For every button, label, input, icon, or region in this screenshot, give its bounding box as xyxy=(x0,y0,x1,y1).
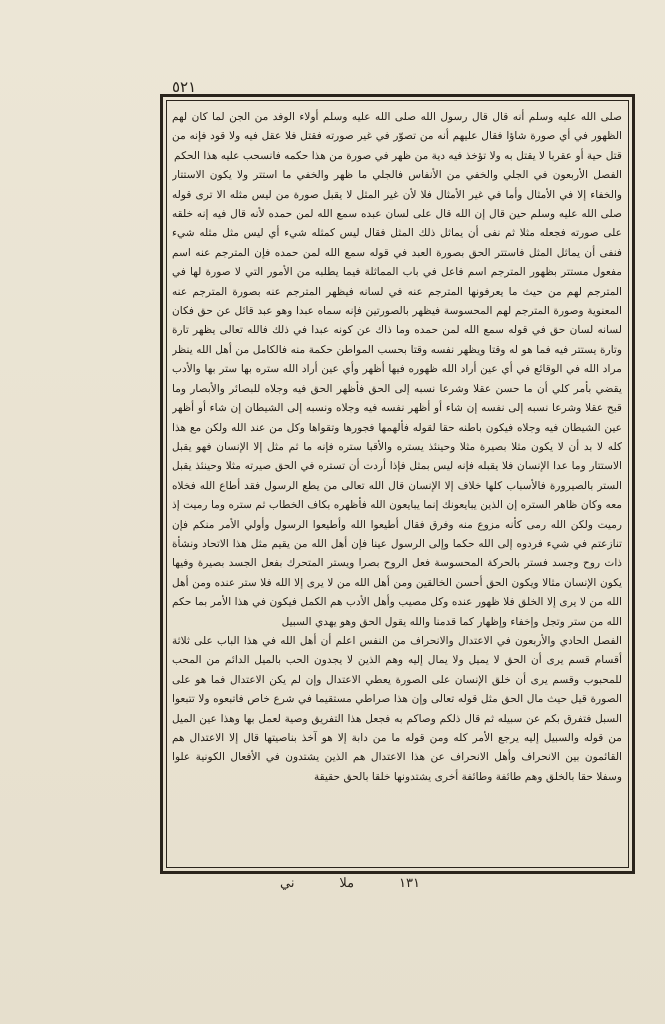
paragraph-hadith-continuation: صلى الله عليه وسلم أنه قال قال رسول الله صلى الله عليه وسلم أولاء الوفد من الجن لما كان لهم الظهور في أي صورة شاؤا فقال عليهم أنه من تصوّر في غير صورته فقتل فلا عقل فيه ولا قود فإنه من قتل حية أو عقربا لا يقتل به ولا تؤخذ فيه دية من ظهر في صورة من هذا حكمه فانسحب عليه هذا الحكم xyxy=(172,111,622,162)
page-number: ٥٢١ xyxy=(172,78,197,96)
signature-number: ١٣١ xyxy=(399,876,420,891)
main-text-block xyxy=(172,108,622,863)
signature-mark-1: ملا xyxy=(339,876,355,891)
signature-mark-2: ني xyxy=(280,876,295,891)
paragraph-chapter-40: الفصل الأربعون في الجلي والخفي من الأنفاس فالجلي ما ظهر والخفي ما استتر ولا يكون الاستتار والخفاء إلا في الأمثال وأما في غير الأمثال فلا لأن غير المثل لا يقبل صورة من ليس مثله الا ترى قوله صلى الله عليه وسلم حين قال إن الله قال على لسان عبده سمع الله لمن حمده لأنه قال فيه إنه خلقه على صورته فجعله مثلا ثم نفى أن يماثل ذلك المثل فقال ليس كمثله شيء أي ليس مثل مثله شيء فنفى أن يماثل المثل فاستتر الحق بصورة العبد في قوله سمع الله لمن حمده فإن المترجم عنه اسم مفعول مستتر بظهور المترجم اسم فاعل في باب المماثلة فيما يطلبه من الأمور التي لا صورة لها في المترجم لهم من حيث ما يعرفونها المترجم عنه في لسانه فيظهر المترجم عنه بصورة المترجم عنه المعنوية وصورة المترجم لهم المحسوسة فيظهر بالصورتين فإنه سماه عبدا وهو عبد قائل عن حق فكان لسانه لسان حق في قوله سمع الله لمن حمده وما ذاك عن كونه عبدا في ذلك فالله تعالى يظهر تارة وتارة يستتر فيه فما هو له وقتا ويظهر نفسه وقتا بحسب المواطن حكمة منه فالكامل من أهل الله ينظر مراد الله في الوقائع في أي عين أراد الله ظهوره فيها أظهر وأي عين أراد الله ستره بها ستر بها والأدب يقضي بأمر كلي أن ما حسن عقلا وشرعا نسبه إلى الحق فأظهر الحق فيه وجلاه للبصائر والأبصار وما قبح عقلا وشرعا نسبه إلى نفسه إن شاء أو أظهر نفسه فيه وجلاه ونسبه إلى الشيطان إن شاء أو أظهر عين الشيطان فيه وجلاه فيكون باطنه حقا لقوله فألهمها فجورها وتقواها وكل من عند الله ولكن مع هذا كله لا بد أن لا يكون مثلا بصيرة مثلا وحينئذ يستره والأقبا ستره فإنه ما ثم مثل إلا الإنسان فهو يقبل الاستتار وما عدا الإنسان فلا يقبله فإنه ليس بمثل فإذا أردت أن تستره في الحق صيرته مثلا وحينئذ يقبل الستر بالصيرورة فالأسباب كلها خلاف إلا الإنسان قال الله تعالى من يطع الرسول فقد أطاع الله فخلاه معه وكان ظاهر الستره إن الذين يبايعونك إنما يبايعون الله فأظهره بكاف الخطاب ثم ستره وما رميت إذ رميت ولكن الله رمى كأنه مزوع منه وفرق فقال أطيعوا الله وأطيعوا الرسول وأولي الأمر منكم فإن تنازعتم في شيء فردوه إلى الله حكما وإلى الرسول عينا فإن أهل الله من يقيم مثل هذا الاتحاد ونشأة ذات روح وجسد فستر بالحركة المحسوسة فعل الروح بصرا ويستر المتحرك بفعل الجسد بصيرة وفيها يكون الإنسان مثالا ويكون الحق أحسن الخالقين ومن أهل الله من لا يرى إلا الله فلا ستر عنده ومن أهل الله من لا يرى إلا الخلق فلا ظهور عنده وكل مصيب وأهل الأدب هم الكمل فيكون في هذا الأمر بما حكم الله من ستر وتجل وإخفاء وإظهار كما قدمنا والله يقول الحق وهو يهدي السبيل xyxy=(172,169,622,628)
paragraph-chapter-41: الفصل الحادي والأربعون في الاعتدال والانحراف من النفس اعلم أن أهل الله في هذا الباب على ثلاثة أقسام قسم يرى أن الحق لا يميل ولا يمال إليه وهم الذين لا يجدون الحب بالميل الدائم من المحب للمحبوب وقسم يرى أن خلق الإنسان على الصورة يعطي الاعتدال وإن لم يكن الاعتدال فما هو على الصورة قيل حيث مال الحق مثل قوله تعالى وإن هذا صراطي مستقيما في شرع خاص فاتبعوه ولا تتبعوا السبل فتفرق بكم عن سبيله ثم قال ذلكم وصاكم به فجعل هذا التفريق وصية لعمل بها وهذا عين الميل من قوله والسبيل إليه يرجع الأمر كله ومن قوله ما من دابة إلا هو آخذ بناصيتها قال إلا الاعتدال هم القائمون بين الانحراف وأهل الانحراف عن هذا الاعتدال هم الذين يشتدون في الأفعال الكونية علوا وسفلا حقا بالخلق وهم طائفة وطائفة أخرى يشتدونها خلقا بالحق حقيقة xyxy=(172,634,622,783)
footer-signature xyxy=(280,876,420,896)
